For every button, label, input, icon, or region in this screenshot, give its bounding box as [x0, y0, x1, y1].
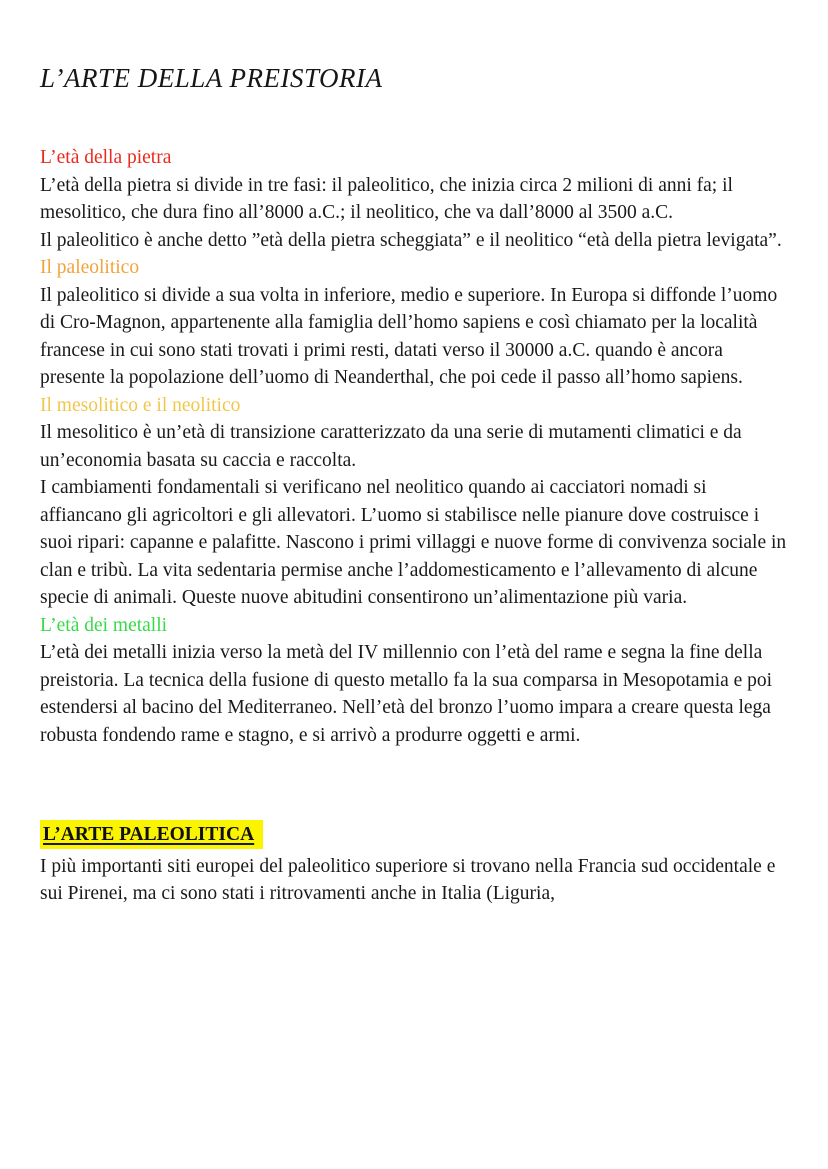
document-content — [40, 144, 788, 908]
paragraph: L’età della pietra si divide in tre fasi: il paleolitico, che inizia circa 2 milioni di anni fa; il mesolitico, che dura fino all’8000 a.C.; il neolitico, che va dall’8000 al 3500 a.C. — [40, 174, 733, 223]
paragraph: L’età dei metalli inizia verso la metà del IV millennio con l’età del rame e segna la fine della preistoria. La tecnica della fusione di questo metallo fa la sua comparsa in Mesopotamia e poi estendersi al bacino del Mediterraneo. Nell’età del bronzo l’uomo impara a creare questa lega robusta fondendo rame e stagno, e si arrivò a produrre oggetti e armi. — [40, 642, 773, 746]
paragraph: I cambiamenti fondamentali si verificano nel neolitico quando ai cacciatori nomadi si affiancano gli agricoltori e gli allevatori. L’uomo si stabilisce nelle pianure dove costruisce i suoi ripari: capanne e palafitte. Nascono i primi villaggi e nuove forme di convivenza sociale in clan e tribù. La vita sedentaria permise anche l’addomesticamento e l’allevamento di alcune specie di animali. Queste nuove abitudini consentirono un’alimentazione più varia. — [40, 477, 787, 608]
paragraph: I più importanti siti europei del paleolitico superiore si trovano nella Francia sud occidentale e sui Pirenei, ma ci sono stati i ritrovamenti anche in Italia (Liguria, — [40, 855, 776, 904]
highlighted-section-heading — [40, 821, 788, 849]
highlighted-heading-text: L’ARTE PALEOLITICA — [40, 820, 263, 849]
page-title: L’ARTE DELLA PREISTORIA — [40, 63, 383, 93]
section-heading: L’età della pietra — [40, 147, 172, 168]
paragraph: Il mesolitico è un’età di transizione caratterizzato da una serie di mutamenti climatici e da un’economia basata su caccia e raccolta. — [40, 422, 742, 471]
section-gap — [40, 749, 788, 821]
section-heading: Il mesolitico e il neolitico — [40, 394, 241, 416]
paragraph: Il paleolitico è anche detto ”età della pietra scheggiata” e il neolitico “età della pietra levigata”. — [40, 229, 782, 251]
paragraph: Il paleolitico si divide a sua volta in inferiore, medio e superiore. In Europa si diffonde l’uomo di Cro-Magnon, appartenente alla famiglia dell’homo sapiens e così chiamato per la località francese in cui sono stati trovati i primi resti, datati verso il 30000 a.C. quando è ancora presente la popolazione dell’uomo di Neanderthal, che poi cede il passo all’homo sapiens. — [40, 284, 778, 388]
section-heading: L’età dei metalli — [40, 614, 168, 636]
section-heading: Il paleolitico — [40, 257, 140, 278]
